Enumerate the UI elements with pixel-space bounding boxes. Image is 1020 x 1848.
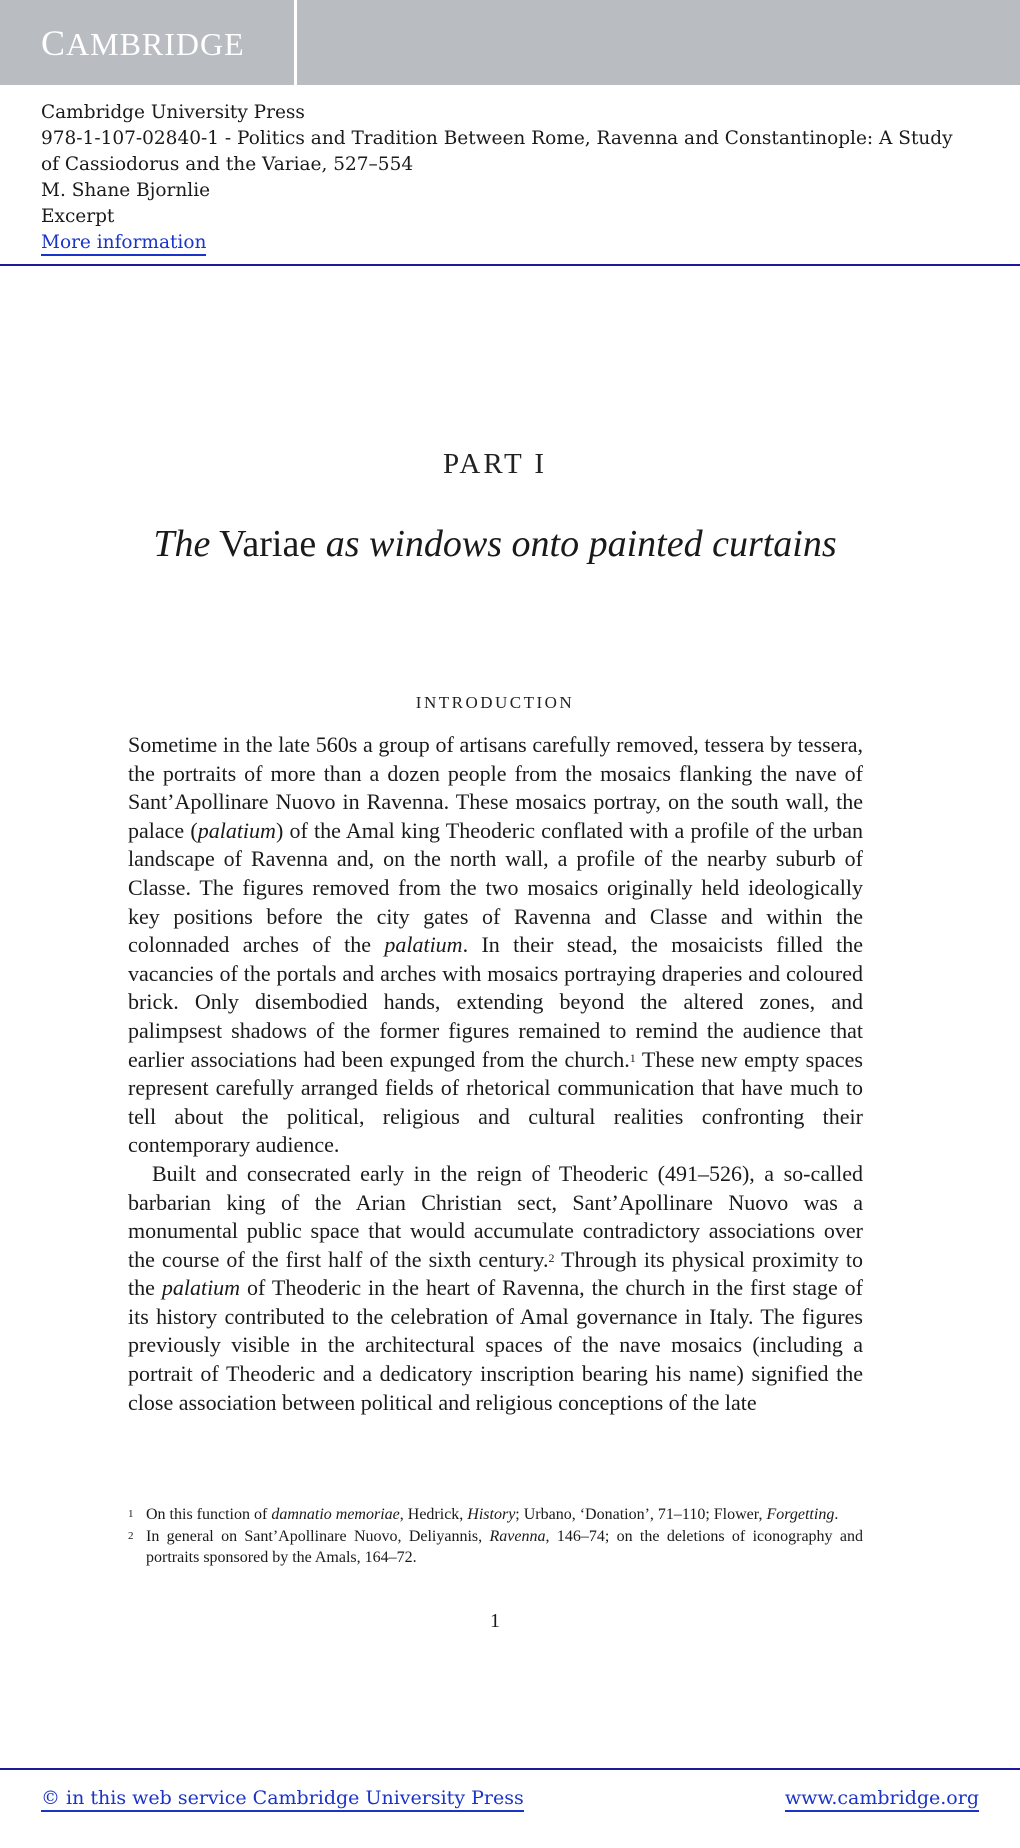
copyright-link[interactable]: © in this web service Cambridge University Press bbox=[41, 1786, 524, 1812]
cambridge-logo[interactable]: CAMBRIDGE bbox=[41, 23, 245, 63]
title-italic-the: The bbox=[153, 523, 211, 565]
logo-box bbox=[0, 0, 294, 85]
website-link[interactable]: www.cambridge.org bbox=[785, 1786, 979, 1812]
isbn-title-line-2: of Cassiodorus and the Variae, 527–554 bbox=[41, 154, 414, 175]
footnote-2: 2 In general on Sant’Apollinare Nuovo, Deliyannis, Ravenna, 146–74; on the deletions of iconography and portraits sponsored by the Amals, 164–72. bbox=[128, 1527, 863, 1566]
footnote-1: 1 On this function of damnatio memoriae, Hedrick, History; Urbano, ‘Donation’, 71–110; Flower, Forgetting. bbox=[128, 1504, 863, 1526]
header-rule bbox=[0, 264, 1020, 266]
paragraph-2: Built and consecrated early in the reign of Theoderic (491–526), a so-called barbarian king of the Arian Christian sect, Sant’Apollinare Nuovo was a monumental public space that would accumulate contradictory associations over the course of the first half of the sixth century.$^2$ Through its physical proximity to the palatium of Theoderic in the heart of Ravenna, the church in the first stage of its history contributed to the celebration of Amal governance in Italy. The figures previously visible in the architectural spaces of the nave mosaics (including a portrait of Theoderic and a dedicatory inscription bearing his name) signified the close association between political and religious conceptions of the late bbox=[128, 1160, 863, 1415]
footnote-2-number: 2 bbox=[128, 1529, 134, 1542]
page-number: 1 bbox=[490, 1610, 500, 1632]
footnote-ref-2[interactable]: 2 bbox=[548, 1250, 555, 1265]
excerpt-label: Excerpt bbox=[41, 206, 115, 227]
header-bar bbox=[0, 0, 1020, 85]
title-variae: Variae bbox=[219, 523, 317, 565]
section-heading: INTRODUCTION bbox=[415, 693, 575, 712]
logo-divider bbox=[294, 0, 297, 85]
part-heading: PART I bbox=[442, 448, 548, 480]
author-line: M. Shane Bjornlie bbox=[41, 180, 211, 201]
body-text bbox=[128, 731, 863, 1417]
book-metadata bbox=[41, 100, 1001, 256]
isbn-title-line-1: 978-1-107-02840-1 - Politics and Tradition Between Rome, Ravenna and Constantinople: A Study bbox=[41, 128, 953, 149]
more-information-link[interactable]: More information bbox=[41, 232, 206, 256]
part-title bbox=[0, 522, 990, 566]
title-italic-rest: as windows onto painted curtains bbox=[325, 523, 837, 565]
footnotes bbox=[128, 1504, 863, 1569]
footer-rule bbox=[0, 1768, 1020, 1770]
footnote-ref-1[interactable]: 1 bbox=[629, 1050, 636, 1065]
paragraph-1: Sometime in the late 560s a group of artisans carefully removed, tessera by tessera, the portraits of more than a dozen people from the mosaics flanking the nave of Sant’Apollinare Nuovo in Ravenna. These mosaics portray, on the south wall, the palace (palatium) of the Amal king Theoderic conflated with a profile of the urban landscape of Ravenna and, on the north wall, a profile of the nearby suburb of Classe. The figures removed from the two mosaics originally held ideologically key positions before the city gates of Ravenna and Classe and within the colonnaded arches of the palatium. In their stead, the mosaicists filled the vacancies of the portals and arches with mosaics portraying draperies and coloured brick. Only disembodied hands, extending beyond the altered zones, and palimpsest shadows of the former figures remained to remind the audience that earlier associations had been expunged from the church.$^1$ These new empty spaces represent carefully arranged fields of rhetorical communication that have much to tell about the political, religious and cultural realities confronting their contemporary audience. bbox=[128, 732, 863, 1158]
footnote-1-number: 1 bbox=[128, 1508, 134, 1520]
publisher-line: Cambridge University Press bbox=[41, 102, 305, 123]
